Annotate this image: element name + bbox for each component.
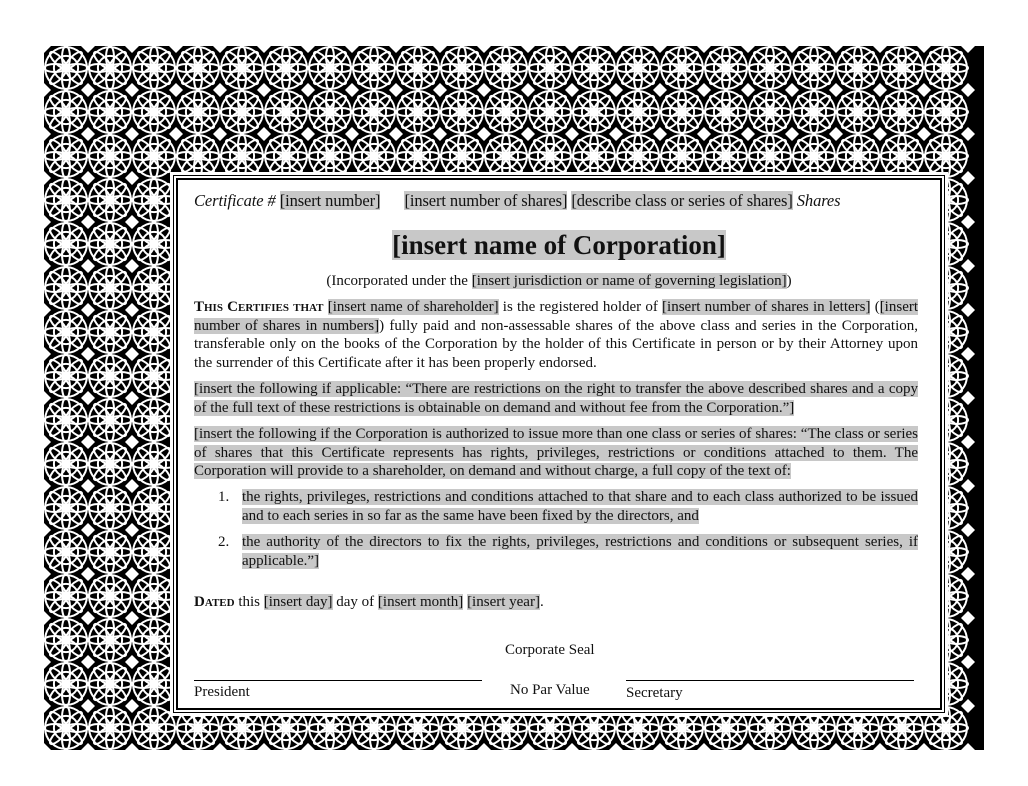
corporation-name-title — [178, 230, 940, 261]
certificate-number-label: Certificate # — [194, 191, 276, 210]
list-item-number: 1. — [218, 489, 230, 505]
secretary-signature-line[interactable] — [626, 680, 914, 681]
jurisdiction-field[interactable]: [insert jurisdiction or name of governing legislation] — [471, 273, 787, 289]
corporate-seal-label: Corporate Seal — [505, 642, 595, 658]
restrictions-clause[interactable]: [insert the following if applicable: “There are restrictions on the right to transfer the above described shares and a copy of the full text of these restrictions is obtainable on demand and without fee from the Corporation.”] — [194, 381, 918, 416]
classes-clause[interactable]: [insert the following if the Corporation is authorized to issue more than one class or series of shares: “The class or series of shares that this Certificate represents has rights, privileges, restrictions or conditions attached to them. The Corporation will provide to a shareholder, on demand and without charge, a full copy of the text of: — [194, 426, 918, 480]
list-item-number: 2. — [218, 534, 230, 550]
number-of-shares-field[interactable]: [insert number of shares] — [404, 191, 568, 210]
shares-in-numbers-field[interactable]: [insert number of shares in numbers] — [194, 299, 919, 334]
list-item-text[interactable]: the rights, privileges, restrictions and conditions attached to that share and to each class authorized to be issued and to each series in so far as the same have been fixed by the directors, and — [242, 489, 918, 524]
list-item-text[interactable]: the authority of the directors to fix the rights, privileges, restrictions and conditions or subsequent series, if applicable.”] — [242, 534, 918, 569]
incorporation-line — [178, 273, 940, 290]
certificate-header-row — [194, 191, 934, 211]
ornamental-border — [44, 46, 984, 750]
secretary-label: Secretary — [626, 685, 683, 701]
president-label: President — [194, 684, 250, 700]
president-signature-line[interactable] — [194, 680, 482, 681]
dated-lead: Dated — [194, 594, 235, 610]
dated-line — [194, 594, 544, 611]
list-item — [218, 533, 918, 570]
shares-in-letters-field[interactable]: [insert number of shares in letters] — [662, 299, 871, 315]
par-value-label: No Par Value — [510, 682, 590, 698]
dated-day-of: day of — [332, 594, 378, 610]
certificate-number-field[interactable]: [insert number] — [279, 191, 381, 210]
list-item — [218, 488, 918, 525]
certificate-body — [176, 178, 942, 710]
certifies-open-paren: ( — [874, 299, 880, 315]
corporation-name-field[interactable]: [insert name of Corporation] — [392, 230, 726, 260]
shareholder-name-field[interactable]: [insert name of shareholder] — [327, 299, 499, 315]
month-field[interactable]: [insert month] — [377, 594, 464, 610]
certifies-text-1: is the registered holder of — [498, 299, 663, 315]
dated-end: . — [539, 594, 544, 610]
certifies-lead: This Certifies that — [194, 299, 324, 315]
day-field[interactable]: [insert day] — [263, 594, 333, 610]
restrictions-paragraph — [194, 380, 918, 417]
certifies-text-2: ) fully paid and non-assessable shares of the above class and series in the Corporation, transferable only on the books of the Corporation by the holder of this Certificate in person or by their Attorney upon the surrender of this Certificate after it has been properly endorsed. — [194, 317, 919, 371]
share-class-field[interactable]: [describe class or series of shares] — [571, 191, 793, 210]
dated-this: this — [234, 594, 264, 610]
shares-label: Shares — [796, 191, 841, 210]
certifies-paragraph — [194, 298, 918, 372]
incorporation-suffix: ) — [786, 273, 792, 289]
classes-paragraph — [194, 425, 918, 481]
incorporation-prefix: (Incorporated under the — [326, 273, 468, 289]
year-field[interactable]: [insert year] — [467, 594, 540, 610]
